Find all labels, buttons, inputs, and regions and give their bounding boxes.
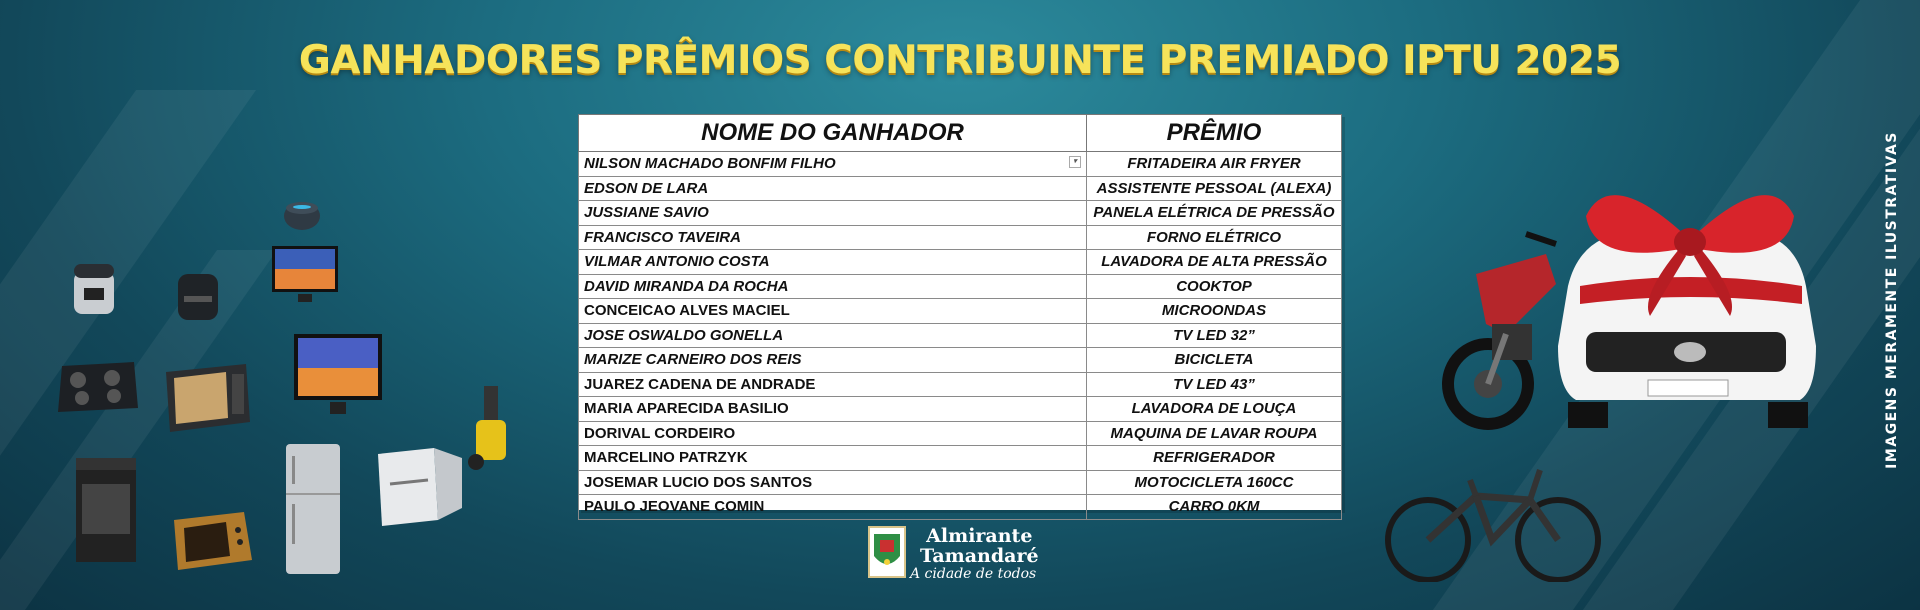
winner-name: CONCEICAO ALVES MACIEL [579,299,1087,324]
city-name-line2: Tamandaré [920,545,1039,567]
microwave-icon [162,362,254,436]
filter-dropdown-icon[interactable]: ▾ [1069,156,1081,168]
prize-cell: CARRO 0KM [1087,495,1342,520]
table-row [579,446,1342,471]
winner-name: DAVID MIRANDA DA ROCHA [579,274,1087,299]
table-row [579,299,1342,324]
city-crest-icon [868,526,906,578]
table-row [579,348,1342,373]
column-header-name: NOME DO GANHADOR [579,115,1087,152]
prize-cell: PANELA ELÉTRICA DE PRESSÃO [1087,201,1342,226]
air-fryer-icon [174,268,222,326]
prize-cell: TV LED 32” [1087,323,1342,348]
winners-table [578,114,1342,516]
winner-name: JOSE OSWALDO GONELLA [579,323,1087,348]
winner-name: PAULO JEOVANE COMIN [579,495,1087,520]
winner-name: MARIA APARECIDA BASILIO [579,397,1087,422]
prize-cell: MOTOCICLETA 160CC [1087,470,1342,495]
tv-small-icon [270,244,342,312]
table-row [579,274,1342,299]
winner-name: EDSON DE LARA [579,176,1087,201]
prize-cell: TV LED 43” [1087,372,1342,397]
refrigerator-icon [284,442,342,576]
table-row [579,495,1342,520]
table-row [579,201,1342,226]
table-row [579,372,1342,397]
prize-cell: MICROONDAS [1087,299,1342,324]
prize-cell: MAQUINA DE LAVAR ROUPA [1087,421,1342,446]
pressure-cooker-icon [68,258,120,320]
winner-name: MARCELINO PATRZYK [579,446,1087,471]
winner-name: VILMAR ANTONIO COSTA [579,250,1087,275]
prize-cell: FRITADEIRA AIR FRYER [1087,152,1342,177]
prize-cell: BICICLETA [1087,348,1342,373]
cooktop-icon [56,358,140,416]
city-name [920,526,1039,566]
city-tagline: A cidade de todos [910,566,1037,582]
winner-name-text: NILSON MACHADO BONFIM FILHO [584,155,836,173]
prize-cell: REFRIGERADOR [1087,446,1342,471]
city-name-line1: Almirante [926,525,1033,547]
table-row [579,250,1342,275]
bicycle-icon [1380,456,1606,582]
winner-name [579,152,1087,177]
winner-name: JOSEMAR LUCIO DOS SANTOS [579,470,1087,495]
winner-name: MARIZE CARNEIRO DOS REIS [579,348,1087,373]
dishwasher-icon [374,444,464,528]
prize-cell: ASSISTENTE PESSOAL (ALEXA) [1087,176,1342,201]
winner-name: FRANCISCO TAVEIRA [579,225,1087,250]
table-row [579,470,1342,495]
smart-speaker-icon [282,198,322,234]
car-with-bow-icon [1540,176,1830,436]
winner-name: JUAREZ CADENA DE ANDRADE [579,372,1087,397]
column-header-prize: PRÊMIO [1087,115,1342,152]
table-row [579,323,1342,348]
stove-icon [74,454,138,564]
prize-cell: FORNO ELÉTRICO [1087,225,1342,250]
table-row [579,225,1342,250]
table-row [579,421,1342,446]
table-row [579,176,1342,201]
prize-cell: LAVADORA DE ALTA PRESSÃO [1087,250,1342,275]
table-row [579,152,1342,177]
prize-cell: COOKTOP [1087,274,1342,299]
disclaimer-text: IMAGENS MERAMENTE ILUSTRATIVAS [1884,131,1900,469]
winner-name: DORIVAL CORDEIRO [579,421,1087,446]
tv-large-icon [292,332,384,424]
city-logo [868,524,1058,588]
electric-oven-icon [170,508,256,574]
table-header-row [579,115,1342,152]
table-row [579,397,1342,422]
prize-cell: LAVADORA DE LOUÇA [1087,397,1342,422]
winner-name: JUSSIANE SAVIO [579,201,1087,226]
page-title: GANHADORES PRÊMIOS CONTRIBUINTE PREMIADO IPTU 2025 [298,38,1622,83]
